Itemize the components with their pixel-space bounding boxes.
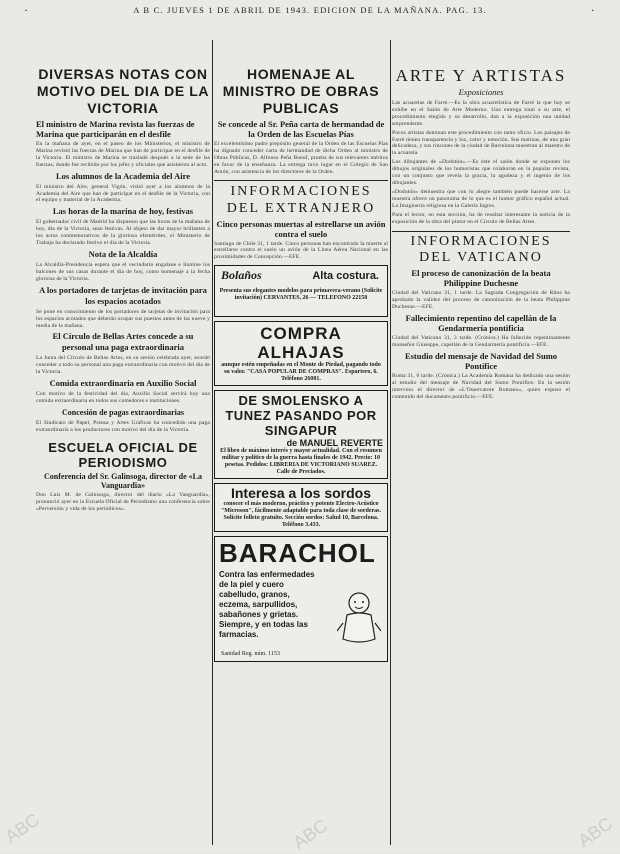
ad-alhajas-text: aunque estén empeñadas en el Monte de Piedad, pagando todo su valor. "CASA POPULAR DE COMPRAS". Espartero, 6. Teléfono 26081.: [221, 362, 381, 383]
ad-sordos-text: conocer el más moderno, práctico y potente Electro-Acústico "Microson", fácilmente adaptable para toda clase de sorderas. Solicite folleto gratuito. Sección sordos: Salud 10, Barcelona. Teléfono 3.433.: [220, 501, 382, 529]
article-text: Se pone en conocimiento de los portadores de tarjetas de invitación para los espacios acotados que deberán ocupar sus puestos antes de las nueve y media de la mañana.: [36, 308, 210, 329]
ad-barachol-text: Contra las enfermedades de la piel y cuero cabelludo, granos, eczema, sarpullidos, sabañones y grietas. Siempre, y en todas las farmacias.: [219, 570, 315, 640]
header-text: A B C. JUEVES 1 DE ABRIL DE 1943. EDICION DE LA MAÑANA. PAG. 13.: [133, 5, 487, 15]
subhead-galinsoga: Conferencia del Sr. Galinsoga, director de «La Vanguardia»: [44, 471, 202, 490]
subhead-fallecimiento: Fallecimiento repentino del capellán de la Gendarmería pontificia: [405, 313, 557, 334]
ad-libro-reverte: [214, 390, 388, 479]
article-text: Pocos artistas dominan este procedimiento con tanto oficio. Los paisajes de Farré tienen transparencia y luz, color y emoción. Sus marinas, de una gran delicadeza, y sus rincones de la ciudad de Barcelona muestran al maestro de la acuarela.: [392, 129, 570, 157]
article-text: Ciudad del Vaticano 31, 3 tarde. (Crónica.) Ha fallecido repentinamente monseñor Giuseppe, capellán de la Gendarmería pontificia.—EFE.: [392, 335, 570, 349]
column-left: [36, 66, 210, 845]
ad-alta-costura: [214, 265, 388, 317]
article-text: En la mañana de ayer, en el paseo de los Ministerios, el ministro de Marina revistó las fuerzas de Marina que han de participar en el desfile de la Victoria. El ministro de Marina se trasladó después a la sede de las fuerzas, donde fue recibido por los jefes y oficiales que asistieron al acto.: [36, 141, 210, 168]
headline-arte: ARTE Y ARTISTAS: [395, 66, 567, 85]
subhead-academia: Los alumnos de la Academia del Aire: [56, 170, 190, 181]
ad-compra-alhajas: [214, 321, 388, 386]
ad-sordos: [214, 483, 388, 532]
subhead-navidad: Estudio del mensaje de Navidad del Sumo Pontífice: [404, 350, 558, 371]
column-right: [392, 66, 570, 845]
ad-alta-costura-text: Presenta sus elegantes modelos para primavera-verano (Solicite invitación) CERVANTES, 26 — TELEFONO 22158: [219, 288, 383, 302]
subhead-pena: Se concede al Sr. Peña carta de hermandad de la Orden de las Escuelas Pías: [217, 119, 385, 139]
watermark-abc: ABC: [289, 815, 332, 853]
subhead-bellas-artes: El Círculo de Bellas Artes concede a su personal una paga extraordinaria: [52, 331, 194, 353]
article-text: El gobernador civil de Madrid ha dispuesto que las horas de la mañana de hoy, día de la Victoria, sean festivas. Al objeto de dar mayor brillantez a los actos conmemorativos de la gloriosa efemérides, el Ministerio de Trabajo ha declarado festivo el día de la Victoria.: [36, 219, 210, 247]
ad-alhajas-title: COMPRA ALHAJAS: [257, 324, 345, 363]
article-text: Con motivo de la festividad del día, Auxilio Social servirá hoy una comida extraordinaria en todos sus comedores e instituciones.: [36, 391, 210, 405]
article-text: Roma 31, 6 tarde. (Crónica.) La Academia Romana ha dedicado una sesión al estudio del mensaje de Navidad del Sumo Pontífice. En la sesión intervino el director de «L'Osservatore Romano», quien expuso el contenido del documento pontificio.—EFE.: [392, 372, 570, 400]
subhead-alcaldia: Nota de la Alcaldía: [88, 248, 158, 259]
watermark-abc: ABC: [1, 809, 44, 847]
article-text: Para el lector, en esta sección, ha de resultar interesante la noticia de la exposición de la obra del pintor en el Círculo de Bellas Artes.: [392, 211, 570, 225]
article-text: Los dibujantes de «Dodotón».—Es éste el salón donde se exponen los dibujos originales de los humoristas que colaboran en la popular revista, con un conjunto que revela la gracia, la agudeza y el ingenio de los dibujantes.: [392, 159, 570, 186]
article-text: Don Luis M. de Galinsoga, director del diario «La Vanguardia», pronunció ayer en la Escuela Oficial de Periodismo una conferencia sobre «Perversión y vida de los periódicos».: [36, 491, 210, 512]
article-text: «Dodotón» demuestra que con lo alegre también puede hacerse arte. La muestra ofrece un panorama de lo que es el humor gráfico español actual. La Imaginería religiosa en la Galería Ingres.: [392, 188, 570, 209]
page-header: [24, 4, 596, 16]
headline-vaticano: INFORMACIONES DEL VATICANO: [392, 231, 570, 266]
ad-barachol-reg: Sanidad Reg. núm. 1153: [221, 651, 280, 658]
subhead-avion: Cinco personas muertas al estrellarse un avión contra el suelo: [216, 218, 386, 239]
headline-periodismo: ESCUELA OFICIAL DE PERIODISMO: [48, 439, 198, 470]
subhead-auxilio: Comida extraordinaria en Auxilio Social: [49, 378, 197, 389]
article-text: El excelentísimo padre prepósito general de la Orden de las Escuelas Pías ha dignado conceder carta de hermandad de dicha Orden al ministro de Obras Públicas, D. Alfonso Peña Boeuf, prueba de sus relevantes méritos en favor de la enseñanza. La entrega tuvo lugar en el Colegio de San Antón, con asistencia de los directores de la Orden.: [214, 141, 388, 175]
subhead-festivas: Las horas de la marina de hoy, festivas: [52, 206, 194, 217]
column-rule: [212, 40, 213, 845]
article-text: La Alcaldía-Presidencia espera que el vecindario engalane e ilumine los balcones de sus casas durante el día de hoy, como homenaje a la fecha gloriosa de la Victoria.: [36, 261, 210, 282]
article-text: La Junta del Círculo de Bellas Artes, en su sesión celebrada ayer, acordó conceder a todo su personal una paga extraordinaria con motivo del día de la Victoria.: [36, 355, 210, 376]
header-dot-left: ·: [24, 3, 30, 17]
subhead-pagas: Concesión de pagas extraordinarias: [62, 407, 184, 417]
ad-barachol-title: BARACHOL: [219, 538, 376, 569]
article-text: El Sindicato de Papel, Prensa y Artes Gráficas ha concedido una paga extraordinaria a los productores con motivo del día de la Victoria.: [36, 419, 210, 433]
ad-brand-script: Bolaños: [221, 268, 262, 283]
headline-extranjero: INFORMACIONES DEL EXTRANJERO: [214, 180, 388, 217]
ad-barachol: [214, 536, 388, 662]
ad-sordos-title: Interesa a los sordos: [230, 485, 372, 502]
watermark-abc: ABC: [574, 813, 617, 851]
ad-libro-title: DE SMOLENSKO A TUNEZ PASANDO POR SINGAPUR: [225, 393, 377, 439]
baby-illustration-icon: [337, 589, 381, 647]
article-text: Las acuarelas de Farré.—Es la obra acuarelística de Farré la que hoy se exhibe en el Salón de Arte Moderno. Una entrega total a su arte, el procedimiento elegido y su desarrollo, dan a la exposición una unidad sorprendente.: [392, 100, 570, 127]
subhead-marina: El ministro de Marina revista las fuerzas de Marina que participarán en el desfile: [36, 119, 195, 139]
column-rule: [390, 40, 391, 845]
headline-homenaje: HOMENAJE AL MINISTRO DE OBRAS PUBLICAS: [222, 66, 380, 116]
article-text: El ministro del Aire, general Vigón, visitó ayer a los alumnos de la Academia del Aire que han de participar en el desfile de la Victoria, con el equipo y material de la Academia.: [36, 183, 210, 204]
header-dot-right: ·: [590, 3, 596, 17]
subhead-canonizacion: El proceso de canonización de la beata Philippine Duchesne: [411, 268, 551, 289]
article-text: Ciudad del Vaticano 31, 1 tarde. La Sagrada Congregación de Ritos ha aprobado la validez del proceso de canonización de la beata Philippine Duchesne.—EFE.: [392, 290, 570, 311]
article-text: Santiago de Chile 31, 1 tarde. Cinco personas han encontrado la muerte al estrellarse contra el suelo un avión de la Línea Aérea Nacional en las proximidades de Concepción.—EFE.: [214, 240, 388, 261]
column-middle: [214, 66, 388, 845]
ad-libro-author: de MANUEL REVERTE: [286, 438, 383, 449]
headline-victoria: DIVERSAS NOTAS CON MOTIVO DEL DIA DE LA VICTORIA: [36, 66, 210, 116]
subhead-invitacion: A los portadores de tarjetas de invitación para los espacios acotados: [39, 284, 207, 306]
ad-alta-costura-title: Alta costura.: [312, 270, 379, 283]
subhead-exposiciones: Exposiciones: [458, 87, 504, 97]
ad-libro-text: El libro de máximo interés y mayor actualidad. Con el resumen militar y político de la guerra hasta finales de 1942. Precio: 10 pesetas. Pedidos: LIBRERIA DE VICTORIANO SUAREZ. Calle de Preciados.: [220, 448, 382, 476]
